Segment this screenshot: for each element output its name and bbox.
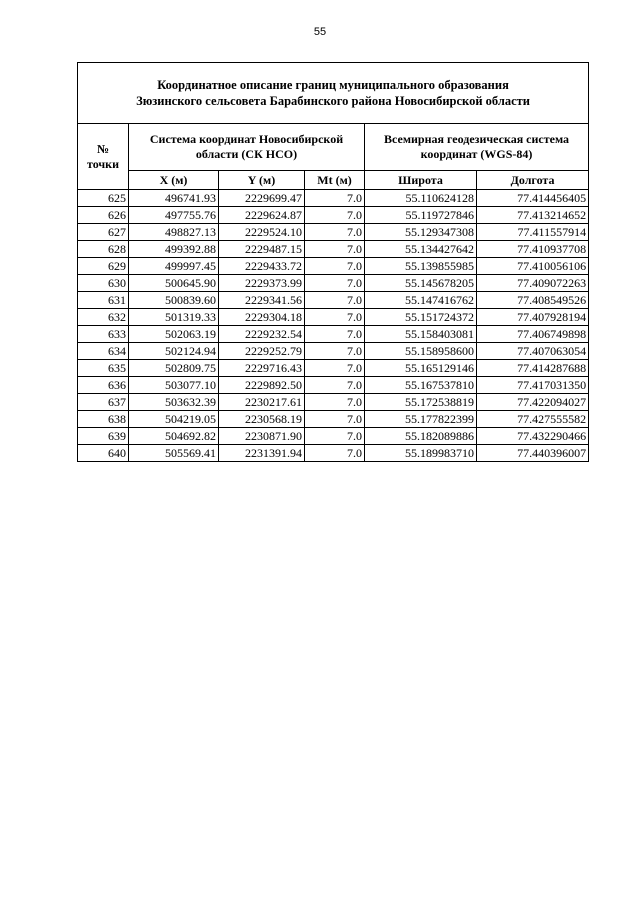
cell-mt: 7.0: [305, 326, 365, 343]
table-row: [78, 241, 589, 258]
cell-point-number: 628: [78, 241, 129, 258]
cell-latitude: 55.134427642: [365, 241, 477, 258]
header-latitude: Широта: [365, 171, 477, 190]
cell-point-number: 629: [78, 258, 129, 275]
cell-longitude: 77.408549526: [477, 292, 589, 309]
cell-point-number: 638: [78, 411, 129, 428]
cell-latitude: 55.167537810: [365, 377, 477, 394]
cell-longitude: 77.409072263: [477, 275, 589, 292]
cell-point-number: 631: [78, 292, 129, 309]
header-local-system: [129, 124, 365, 171]
cell-mt: 7.0: [305, 360, 365, 377]
cell-y: 2229341.56: [219, 292, 305, 309]
cell-y: 2230568.19: [219, 411, 305, 428]
cell-longitude: 77.406749898: [477, 326, 589, 343]
cell-latitude: 55.189983710: [365, 445, 477, 462]
cell-longitude: 77.422094027: [477, 394, 589, 411]
cell-longitude: 77.440396007: [477, 445, 589, 462]
header-local-system-line-1: Система координат Новосибирской: [149, 132, 344, 146]
header-wgs-system: [365, 124, 589, 171]
cell-longitude: 77.410056106: [477, 258, 589, 275]
cell-x: 502063.19: [129, 326, 219, 343]
cell-latitude: 55.151724372: [365, 309, 477, 326]
table-row: [78, 377, 589, 394]
cell-latitude: 55.110624128: [365, 190, 477, 207]
cell-longitude: 77.417031350: [477, 377, 589, 394]
header-y: Y (м): [219, 171, 305, 190]
cell-latitude: 55.145678205: [365, 275, 477, 292]
cell-x: 496741.93: [129, 190, 219, 207]
cell-point-number: 625: [78, 190, 129, 207]
cell-x: 500839.60: [129, 292, 219, 309]
cell-y: 2229892.50: [219, 377, 305, 394]
header-wgs-system-line-2: координат (WGS-84): [420, 147, 533, 161]
cell-x: 504692.82: [129, 428, 219, 445]
cell-mt: 7.0: [305, 275, 365, 292]
cell-latitude: 55.165129146: [365, 360, 477, 377]
cell-y: 2229232.54: [219, 326, 305, 343]
header-wgs-system-line-1: Всемирная геодезическая система: [384, 132, 570, 146]
table-row: [78, 292, 589, 309]
cell-mt: 7.0: [305, 428, 365, 445]
cell-longitude: 77.427555582: [477, 411, 589, 428]
cell-point-number: 633: [78, 326, 129, 343]
cell-point-number: 637: [78, 394, 129, 411]
coordinates-table: [77, 62, 589, 462]
header-x: X (м): [129, 171, 219, 190]
cell-latitude: 55.158958600: [365, 343, 477, 360]
cell-mt: 7.0: [305, 258, 365, 275]
table-title: [78, 63, 589, 124]
cell-mt: 7.0: [305, 207, 365, 224]
cell-mt: 7.0: [305, 445, 365, 462]
table-row: [78, 326, 589, 343]
cell-longitude: 77.411557914: [477, 224, 589, 241]
cell-y: 2230217.61: [219, 394, 305, 411]
cell-x: 498827.13: [129, 224, 219, 241]
cell-point-number: 636: [78, 377, 129, 394]
cell-latitude: 55.158403081: [365, 326, 477, 343]
cell-longitude: 77.410937708: [477, 241, 589, 258]
table-row: [78, 360, 589, 377]
cell-mt: 7.0: [305, 394, 365, 411]
cell-y: 2229624.87: [219, 207, 305, 224]
cell-x: 504219.05: [129, 411, 219, 428]
cell-x: 499392.88: [129, 241, 219, 258]
cell-mt: 7.0: [305, 292, 365, 309]
cell-longitude: 77.413214652: [477, 207, 589, 224]
cell-longitude: 77.414456405: [477, 190, 589, 207]
cell-x: 502809.75: [129, 360, 219, 377]
cell-point-number: 639: [78, 428, 129, 445]
cell-mt: 7.0: [305, 224, 365, 241]
header-point-number-line-2: точки: [86, 156, 120, 171]
cell-mt: 7.0: [305, 190, 365, 207]
table-row: [78, 258, 589, 275]
cell-mt: 7.0: [305, 241, 365, 258]
cell-point-number: 640: [78, 445, 129, 462]
table-row: [78, 394, 589, 411]
cell-y: 2229487.15: [219, 241, 305, 258]
cell-latitude: 55.119727846: [365, 207, 477, 224]
cell-latitude: 55.172538819: [365, 394, 477, 411]
cell-point-number: 635: [78, 360, 129, 377]
table-row: [78, 343, 589, 360]
table-row: [78, 411, 589, 428]
cell-y: 2229699.47: [219, 190, 305, 207]
cell-mt: 7.0: [305, 343, 365, 360]
cell-y: 2231391.94: [219, 445, 305, 462]
table-row: [78, 275, 589, 292]
table-row: [78, 445, 589, 462]
page-number: 55: [313, 26, 327, 38]
header-point-number: [78, 124, 129, 190]
cell-y: 2229716.43: [219, 360, 305, 377]
cell-point-number: 627: [78, 224, 129, 241]
table-row: [78, 428, 589, 445]
cell-x: 501319.33: [129, 309, 219, 326]
cell-latitude: 55.177822399: [365, 411, 477, 428]
cell-y: 2229304.18: [219, 309, 305, 326]
cell-mt: 7.0: [305, 377, 365, 394]
cell-x: 499997.45: [129, 258, 219, 275]
cell-latitude: 55.182089886: [365, 428, 477, 445]
table-row: [78, 224, 589, 241]
cell-point-number: 634: [78, 343, 129, 360]
table-row: [78, 309, 589, 326]
header-point-number-line-1: №: [96, 141, 110, 156]
cell-y: 2229252.79: [219, 343, 305, 360]
cell-longitude: 77.407928194: [477, 309, 589, 326]
cell-y: 2230871.90: [219, 428, 305, 445]
header-local-system-line-2: области (СК НСО): [195, 147, 298, 161]
table-title-line-2: Зюзинского сельсовета Барабинского района Новосибирской области: [136, 94, 530, 108]
table-row: [78, 207, 589, 224]
cell-x: 500645.90: [129, 275, 219, 292]
cell-x: 502124.94: [129, 343, 219, 360]
header-longitude: Долгота: [477, 171, 589, 190]
cell-point-number: 630: [78, 275, 129, 292]
cell-y: 2229433.72: [219, 258, 305, 275]
table-body: [78, 190, 589, 462]
table-title-line-1: Координатное описание границ муниципального образования: [157, 78, 509, 92]
cell-point-number: 632: [78, 309, 129, 326]
cell-latitude: 55.147416762: [365, 292, 477, 309]
cell-x: 503632.39: [129, 394, 219, 411]
cell-x: 505569.41: [129, 445, 219, 462]
cell-x: 497755.76: [129, 207, 219, 224]
cell-latitude: 55.129347308: [365, 224, 477, 241]
table-row: [78, 190, 589, 207]
cell-point-number: 626: [78, 207, 129, 224]
cell-y: 2229373.99: [219, 275, 305, 292]
cell-longitude: 77.432290466: [477, 428, 589, 445]
cell-longitude: 77.407063054: [477, 343, 589, 360]
cell-x: 503077.10: [129, 377, 219, 394]
cell-latitude: 55.139855985: [365, 258, 477, 275]
cell-y: 2229524.10: [219, 224, 305, 241]
cell-longitude: 77.414287688: [477, 360, 589, 377]
cell-mt: 7.0: [305, 309, 365, 326]
header-mt: Mt (м): [305, 171, 365, 190]
cell-mt: 7.0: [305, 411, 365, 428]
